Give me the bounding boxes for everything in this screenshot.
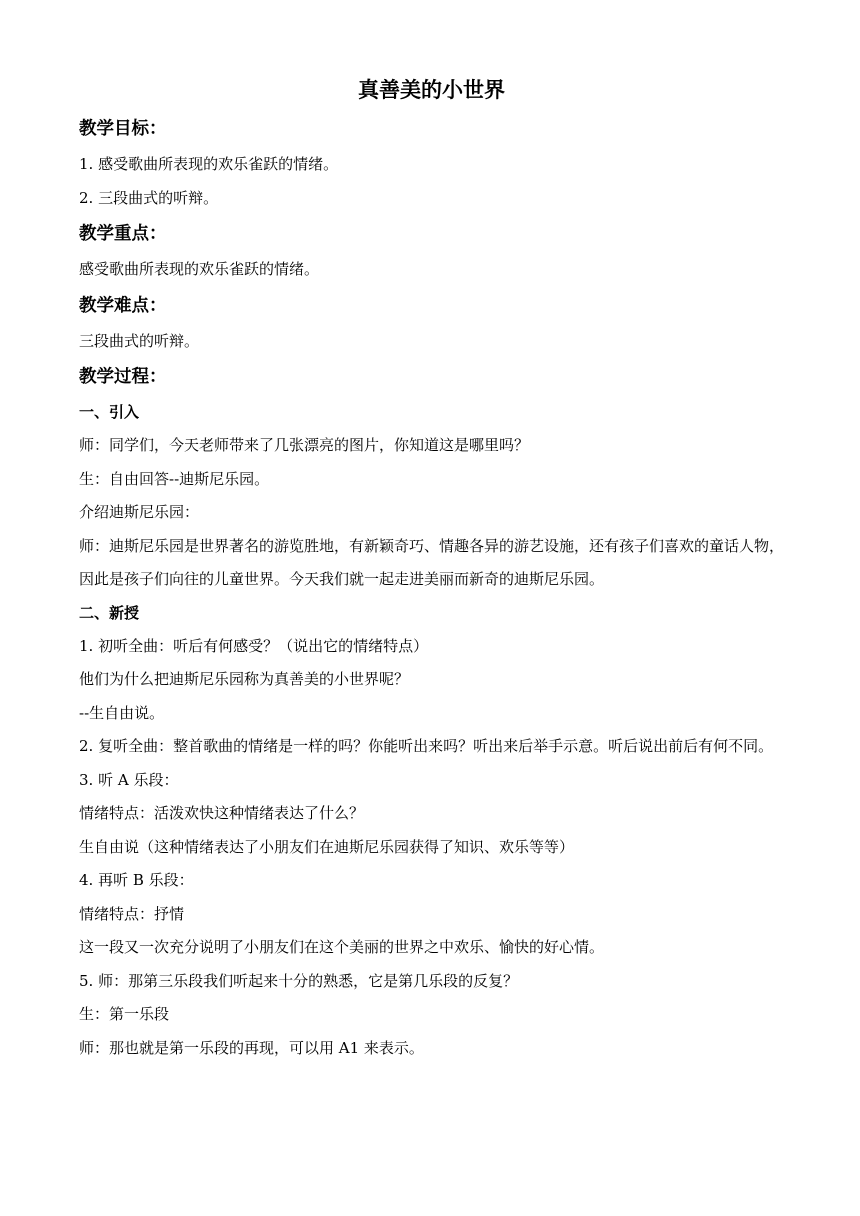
new-lesson-line-1: 1. 初听全曲：听后有何感受？（说出它的情绪特点） [79,636,429,655]
difficulties-heading: 教学难点： [79,295,167,316]
document-page [79,70,784,1065]
new-lesson-line-3: --生自由说。 [79,703,165,722]
key-points-heading: 教学重点： [79,224,167,244]
new-lesson-heading: 二、新授 [79,603,140,622]
intro-line-2: 生：自由回答--迪斯尼乐园。 [79,469,270,488]
document-title: 真善美的小世界 [358,78,505,102]
objective-item-1: 1. 感受歌曲所表现的欢乐雀跃的情绪。 [79,155,339,173]
difficulties-text: 三段曲式的听辩。 [79,331,200,350]
new-lesson-line-6: 情绪特点：活泼欢快这种情绪表达了什么？ [79,804,365,822]
new-lesson-line-4: 2. 复听全曲：整首歌曲的情绪是一样的吗？你能听出来吗？听出来后举手示意。听后说出前后有何不同。 [79,737,774,755]
new-lesson-line-7: 生自由说（这种情绪表达了小朋友们在迪斯尼乐园获得了知识、欢乐等等） [79,837,575,856]
new-lesson-line-5: 3. 听 A 乐段： [79,770,179,789]
new-lesson-line-13: 师：那也就是第一乐段的再现，可以用 A1 来表示。 [79,1038,424,1057]
key-points-text: 感受歌曲所表现的欢乐雀跃的情绪。 [79,260,320,278]
new-lesson-line-2: 他们为什么把迪斯尼乐园称为真善美的小世界呢？ [79,670,410,688]
intro-heading: 一、引入 [79,403,140,421]
objective-item-2: 2. 三段曲式的听辩。 [79,188,219,207]
new-lesson-line-8: 4. 再听 B 乐段： [79,871,194,889]
process-heading: 教学过程： [79,367,167,387]
new-lesson-line-12: 生：第一乐段 [79,1005,170,1023]
new-lesson-line-11: 5. 师：那第三乐段我们听起来十分的熟悉，它是第几乐段的反复？ [79,971,519,990]
new-lesson-line-10: 这一段又一次充分说明了小朋友们在这个美丽的世界之中欢乐、愉快的好心情。 [79,938,605,956]
intro-line-3: 介绍迪斯尼乐园： [79,503,200,521]
intro-line-1: 师：同学们，今天老师带来了几张漂亮的图片，你知道这是哪里吗？ [79,436,530,454]
objectives-heading: 教学目标： [79,119,167,139]
intro-line-4: 师：迪斯尼乐园是世界著名的游览胜地，有新颖奇巧、情趣各异的游艺设施，还有孩子们喜欢的童话人物，因此是孩子们向往的儿童世界。今天我们就一起走进美丽而新奇的迪斯尼乐园。 [79,536,785,588]
new-lesson-line-9: 情绪特点：抒情 [79,904,185,923]
